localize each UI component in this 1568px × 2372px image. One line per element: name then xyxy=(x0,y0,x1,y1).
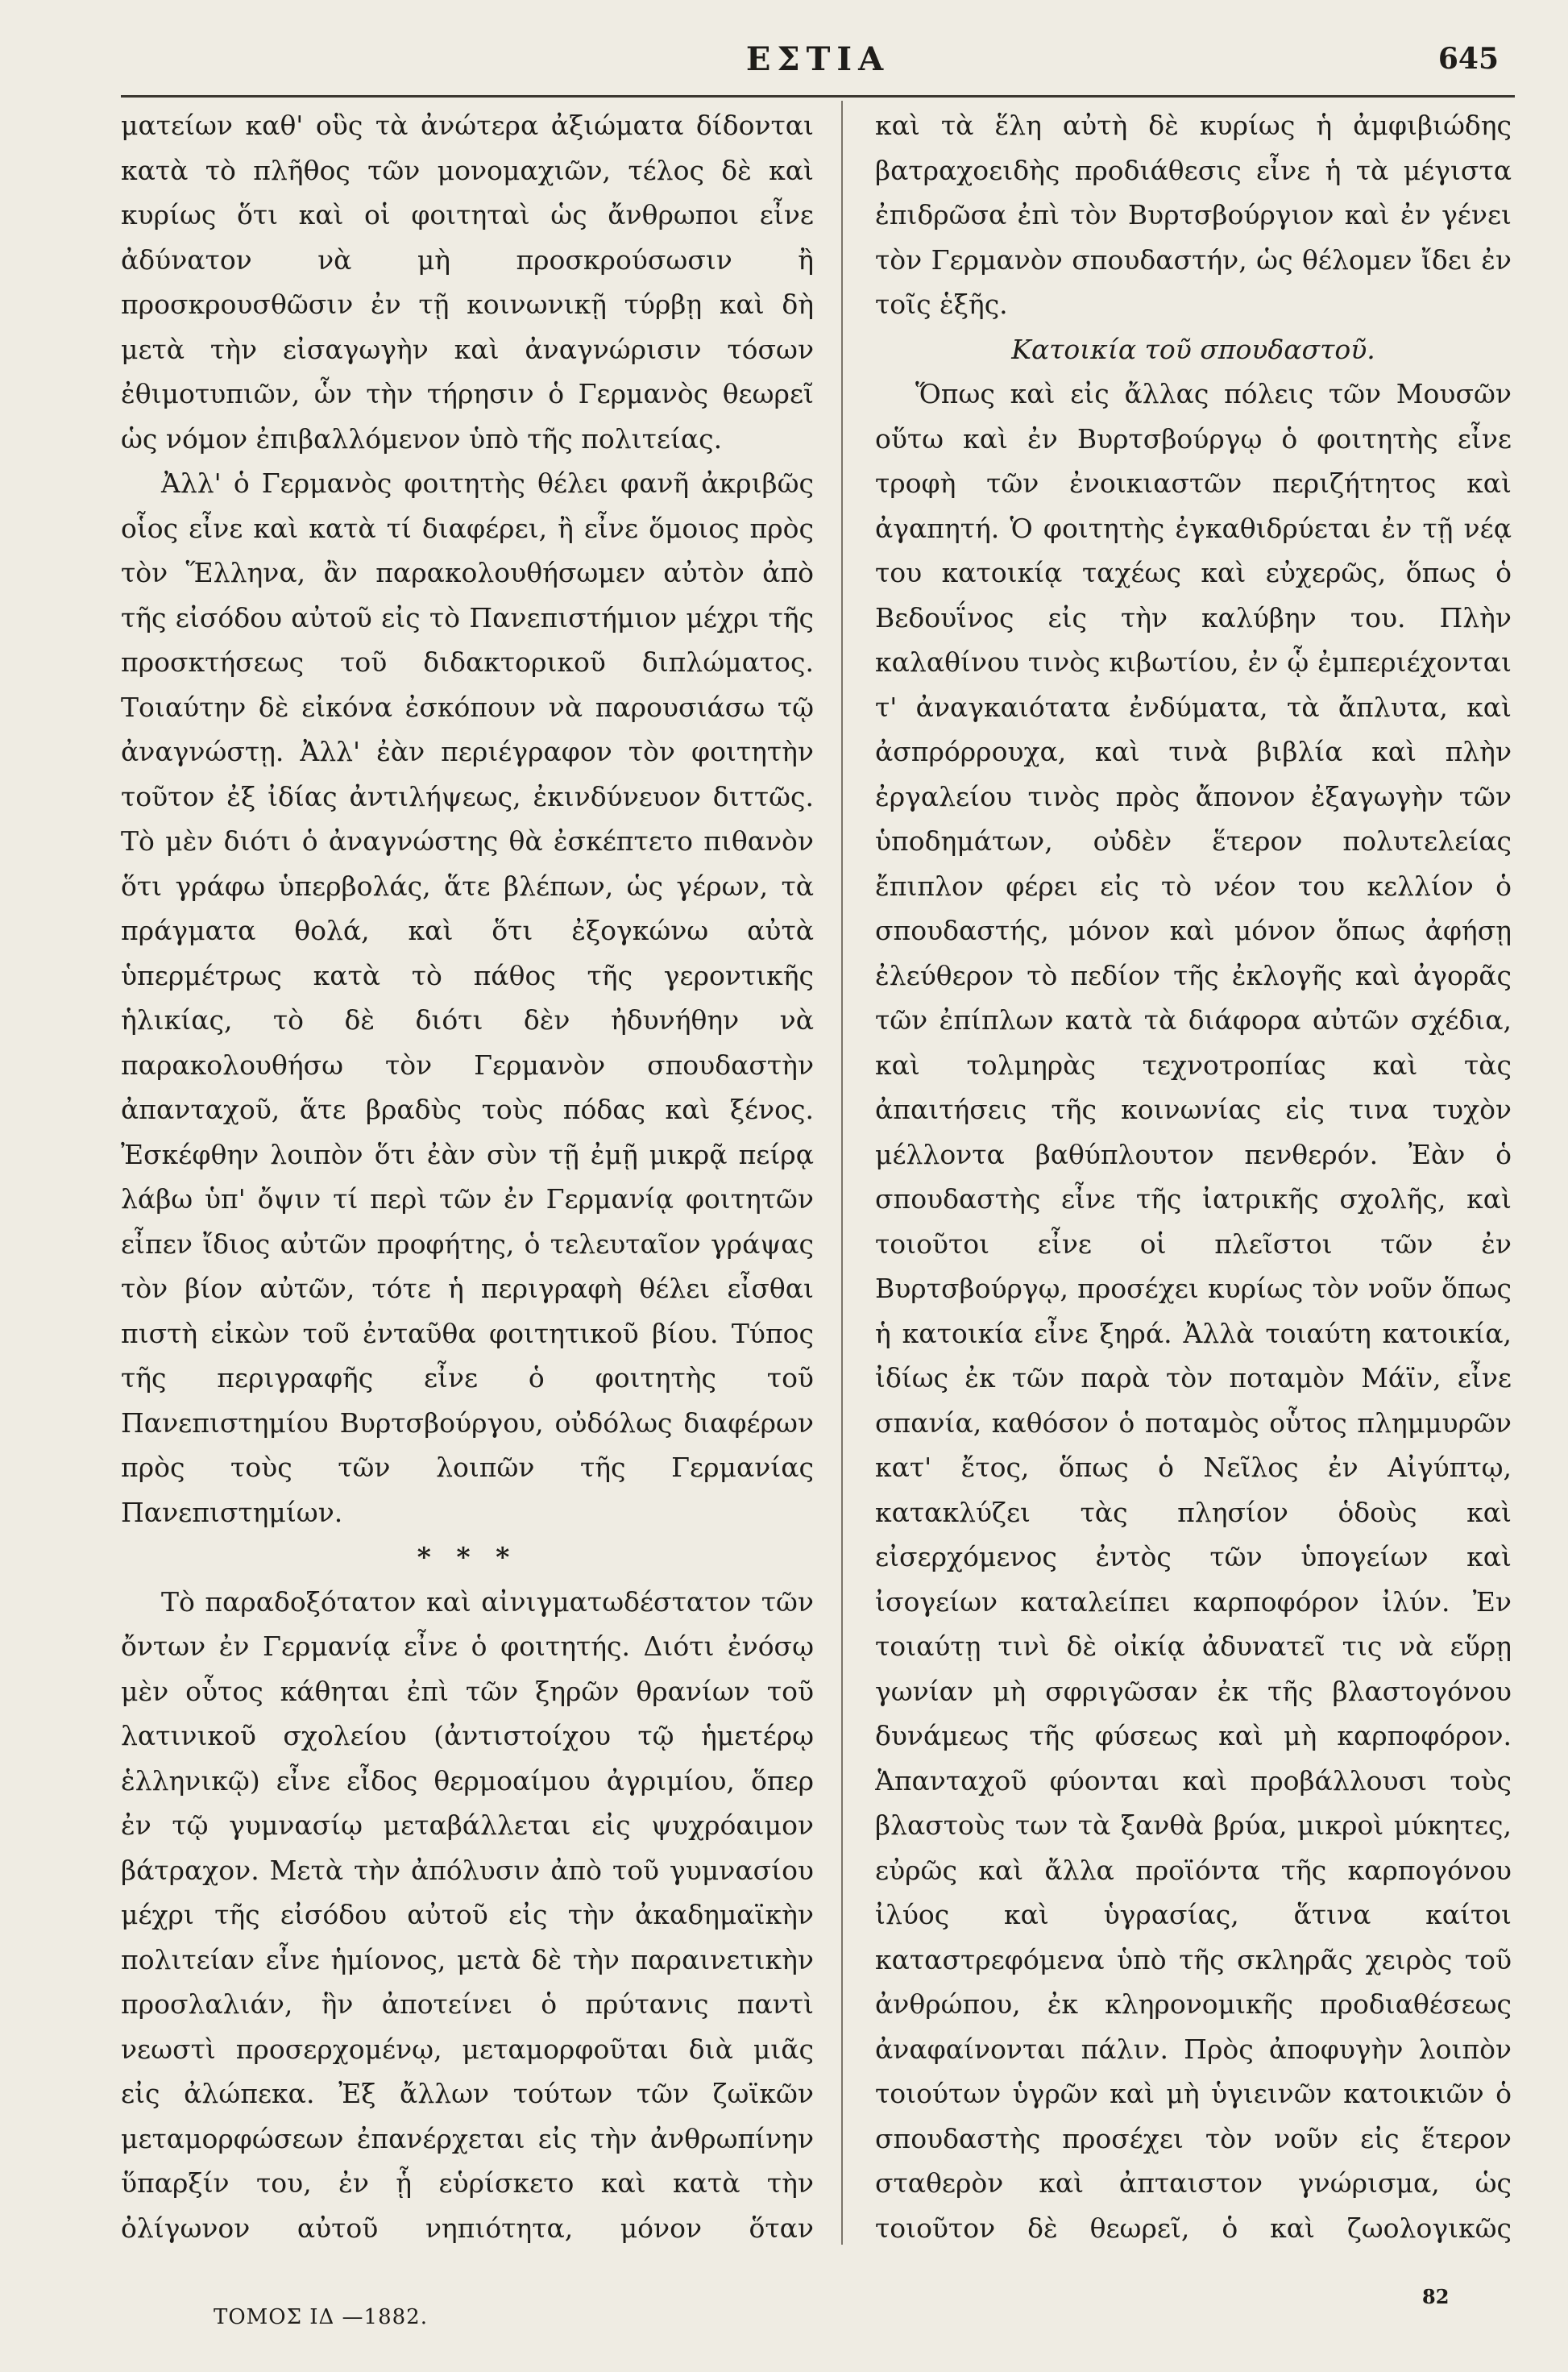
section-separator: * * * xyxy=(417,1541,518,1572)
right-paragraph-1: καὶ τὰ ἕλη αὐτὴ δὲ κυρίως ἡ ἀμφιβιώδης βατραχοειδὴς προδιάθεσις εἶνε ἡ τὰ μέγιστα ἐπιδρῶσα ἐπὶ τὸν Βυρτσβούργιον καὶ ἐν γένει τὸν Γερμανὸν σπουδαστήν, ὡς θέλομεν ἴδει ἐν τοῖς ἑξῆς. xyxy=(875,110,1512,320)
journal-title: ΕΣΤΙΑ xyxy=(745,40,890,78)
left-paragraph-2: Ἀλλ' ὁ Γερμανὸς φοιτητὴς θέλει φανῆ ἀκριβῶς οἷος εἶνε καὶ κατὰ τί διαφέρει, ἢ εἶνε ὅμοιος πρὸς τὸν Ἕλληνα, ἂν παρακολουθήσωμεν αὐτὸν ἀπὸ τῆς εἰσόδου αὐτοῦ εἰς τὸ Πανεπιστήμιον μέχρι τῆς προσκτήσεως τοῦ διδακτορικοῦ διπλώματος. Τοιαύτην δὲ εἰκόνα ἐσκόπουν νὰ παρουσιάσω τῷ ἀναγνώστῃ. Ἀλλ' ἐὰν περιέγραφον τὸν φοιτητὴν τοῦτον ἐξ ἰδίας ἀντιλήψεως, ἐκινδύνευον διττῶς. Τὸ μὲν διότι ὁ ἀναγνώστης θὰ ἐσκέπτετο πιθανὸν ὅτι γράφω ὑπερβολάς, ἅτε βλέπων, ὡς γέρων, τὰ πράγματα θολά, καὶ ὅτι ἐξογκώνω αὐτὰ ὑπερμέτρως κατὰ τὸ πάθος τῆς γεροντικῆς ἡλικίας, τὸ δὲ διότι δὲν ἠδυνήθην νὰ παρακολουθήσω τὸν Γερμανὸν σπουδαστὴν ἀπανταχοῦ, ἅτε βραδὺς τοὺς πόδας καὶ ξένος. Ἐσκέφθην λοιπὸν ὅτι ἐὰν σὺν τῇ ἐμῇ μικρᾷ πείρᾳ λάβω ὑπ' ὄψιν τί περὶ τῶν ἐν Γερμανίᾳ φοιτητῶν εἶπεν ἴδιος αὐτῶν προφήτης, ὁ τελευταῖον γράψας τὸν βίον αὐτῶν, τότε ἡ περιγραφὴ θέλει εἶσθαι πιστὴ εἰκὼν τοῦ ἐνταῦθα φοιτητικοῦ βίου. Τύπος τῆς περιγραφῆς εἶνε ὁ φοιτητὴς τοῦ Πανεπιστημίου Βυρτσβούργου, οὐδόλως διαφέρων πρὸς τοὺς τῶν λοιπῶν τῆς Γερμανίας Πανεπιστημίων. xyxy=(121,467,814,1528)
volume-footer: ΤΟΜΟΣ ΙΔ —1882. xyxy=(214,2305,428,2329)
right-paragraph-2: Ὅπως καὶ εἰς ἄλλας πόλεις τῶν Μουσῶν οὕτω καὶ ἐν Βυρτσβούργῳ ὁ φοιτητὴς εἶνε τροφὴ τῶν ἐνοικιαστῶν περιζήτητος καὶ ἀγαπητή. Ὁ φοιτητὴς ἐγκαθιδρύεται ἐν τῇ νέᾳ του κατοικίᾳ ταχέως καὶ εὐχερῶς, ὅπως ὁ Βεδουΐνος εἰς τὴν καλύβην του. Πλὴν καλαθίνου τινὸς κιβωτίου, ἐν ᾧ ἐμπεριέχονται τ' ἀναγκαιότατα ἐνδύματα, τὰ ἄπλυτα, καὶ ἀσπρόρρουχα, καὶ τινὰ βιβλία καὶ πλὴν ἐργαλείου τινὸς πρὸς ἄπονον ἐξαγωγὴν τῶν ὑποδημάτων, οὐδὲν ἕτερον πολυτελείας ἔπιπλον φέρει εἰς τὸ νέον του κελλίον ὁ σπουδαστής, μόνον καὶ μόνον ὅπως ἀφήσῃ ἐλεύθερον τὸ πεδίον τῆς ἐκλογῆς καὶ ἀγορᾶς τῶν ἐπίπλων κατὰ τὰ διάφορα αὐτῶν σχέδια, καὶ τολμηρὰς τεχνοτροπίας καὶ τὰς ἀπαιτήσεις τῆς κοινωνίας εἰς τινα τυχὸν μέλλοντα βαθύπλουτον πενθερόν. Ἐὰν ὁ σπουδαστὴς εἶνε τῆς ἰατρικῆς σχολῆς, καὶ τοιοῦτοι εἶνε οἱ πλεῖστοι τῶν ἐν Βυρτσβούργῳ, προσέχει κυρίως τὸν νοῦν ὅπως ἡ κατοικία εἶνε ξηρά. Ἀλλὰ τοιαύτη κατοικία, ἰδίως ἐκ τῶν παρὰ τὸν ποταμὸν Μάϊν, εἶνε σπανία, καθόσον ὁ ποταμὸς οὗτος πλημμυρῶν κατ' ἔτος, ὅπως ὁ Νεῖλος ἐν Αἰγύπτῳ, κατακλύζει τὰς πλησίον ὁδοὺς καὶ εἰσερχόμενος ἐντὸς τῶν ὑπογείων καὶ ἰσογείων καταλείπει καρποφόρον ἰλύν. Ἐν τοιαύτῃ τινὶ δὲ οἰκίᾳ ἀδυνατεῖ τις νὰ εὕρῃ γωνίαν μὴ σφριγῶσαν ἐκ τῆς βλαστογόνου δυνάμεως τῆς φύσεως καὶ μὴ καρποφόρον. Ἁπανταχοῦ φύονται καὶ προβάλλουσι τοὺς βλαστοὺς των τὰ ξανθὰ βρύα, μικροὶ μύκητες, εὐρῶς καὶ ἄλλα προϊόντα τῆς καρπογόνου ἰλύος καὶ ὑγρασίας, ἅτινα καίτοι καταστρεφόμενα ὑπὸ τῆς σκληρᾶς χειρὸς τοῦ ἀνθρώπου, ἐκ κληρονομικῆς προδιαθέσεως ἀναφαίνονται πάλιν. Πρὸς ἀποφυγὴν λοιπὸν τοιούτων ὑγρῶν καὶ μὴ ὑγιεινῶν κατοικιῶν ὁ σπουδαστὴς προσέχει τὸν νοῦν εἰς ἕτερον σταθερὸν καὶ ἀπταιστον γνώρισμα, ὡς τοιοῦτον δὲ θεωρεῖ, ὁ καὶ ζωολογικῶς xyxy=(875,378,1512,2244)
left-column xyxy=(121,103,814,2247)
page-header xyxy=(121,23,1515,98)
left-paragraph-3: Τὸ παραδοξότατον καὶ αἰνιγματωδέστατον τῶν ὄντων ἐν Γερμανίᾳ εἶνε ὁ φοιτητής. Διότι ἐνόσῳ μὲν οὗτος κάθηται ἐπὶ τῶν ξηρῶν θρανίων τοῦ λατινικοῦ σχολείου (ἀντιστοίχου τῷ ἡμετέρῳ ἑλληνικῷ) εἶνε εἶδος θερμοαίμου ἀγριμίου, ὅπερ ἐν τῷ γυμνασίῳ μεταβάλλεται εἰς ψυχρόαιμον βάτραχον. Μετὰ τὴν ἀπόλυσιν ἀπὸ τοῦ γυμνασίου μέχρι τῆς εἰσόδου αὐτοῦ εἰς τὴν ἀκαδημαϊκὴν πολιτείαν εἶνε ἡμίονος, μετὰ δὲ τὴν παραινετικὴν προσλαλιάν, ἣν ἀποτείνει ὁ πρύτανις παντὶ νεωστὶ προσερχομένῳ, μεταμορφοῦται διὰ μιᾶς εἰς ἀλώπεκα. Ἐξ ἄλλων τούτων τῶν ζωϊκῶν μεταμορφώσεων ἐπανέρχεται εἰς τὴν ἀνθρωπίνην ὕπαρξίν του, ἐν ᾗ εὑρίσκετο καὶ κατὰ τὴν ὀλίγωνον αὐτοῦ νηπιότητα, μόνον ὅταν xyxy=(121,1585,814,2244)
column-divider xyxy=(841,101,843,2245)
left-paragraph-1: ματείων καθ' οὓς τὰ ἀνώτερα ἀξιώματα δίδονται κατὰ τὸ πλῆθος τῶν μονομαχιῶν, τέλος δὲ καὶ κυρίως ὅτι καὶ οἱ φοιτηταὶ ὡς ἄνθρωποι εἶνε ἀδύνατον νὰ μὴ προσκρούσωσιν ἢ προσκρουσθῶσιν ἐν τῇ κοινωνικῇ τύρβῃ καὶ δὴ μετὰ τὴν εἰσαγωγὴν καὶ ἀναγνώρισιν τόσων ἐθιμοτυπιῶν, ὧν τὴν τήρησιν ὁ Γερμανὸς θεωρεῖ ὡς νόμον ἐπιβαλλόμενον ὑπὸ τῆς πολιτείας. xyxy=(121,110,814,455)
section-heading: Κατοικία τοῦ σπουδαστοῦ. xyxy=(1011,333,1375,365)
right-column xyxy=(875,103,1512,2247)
page-number: 645 xyxy=(1437,42,1499,76)
signature-number: 82 xyxy=(1422,2285,1450,2308)
